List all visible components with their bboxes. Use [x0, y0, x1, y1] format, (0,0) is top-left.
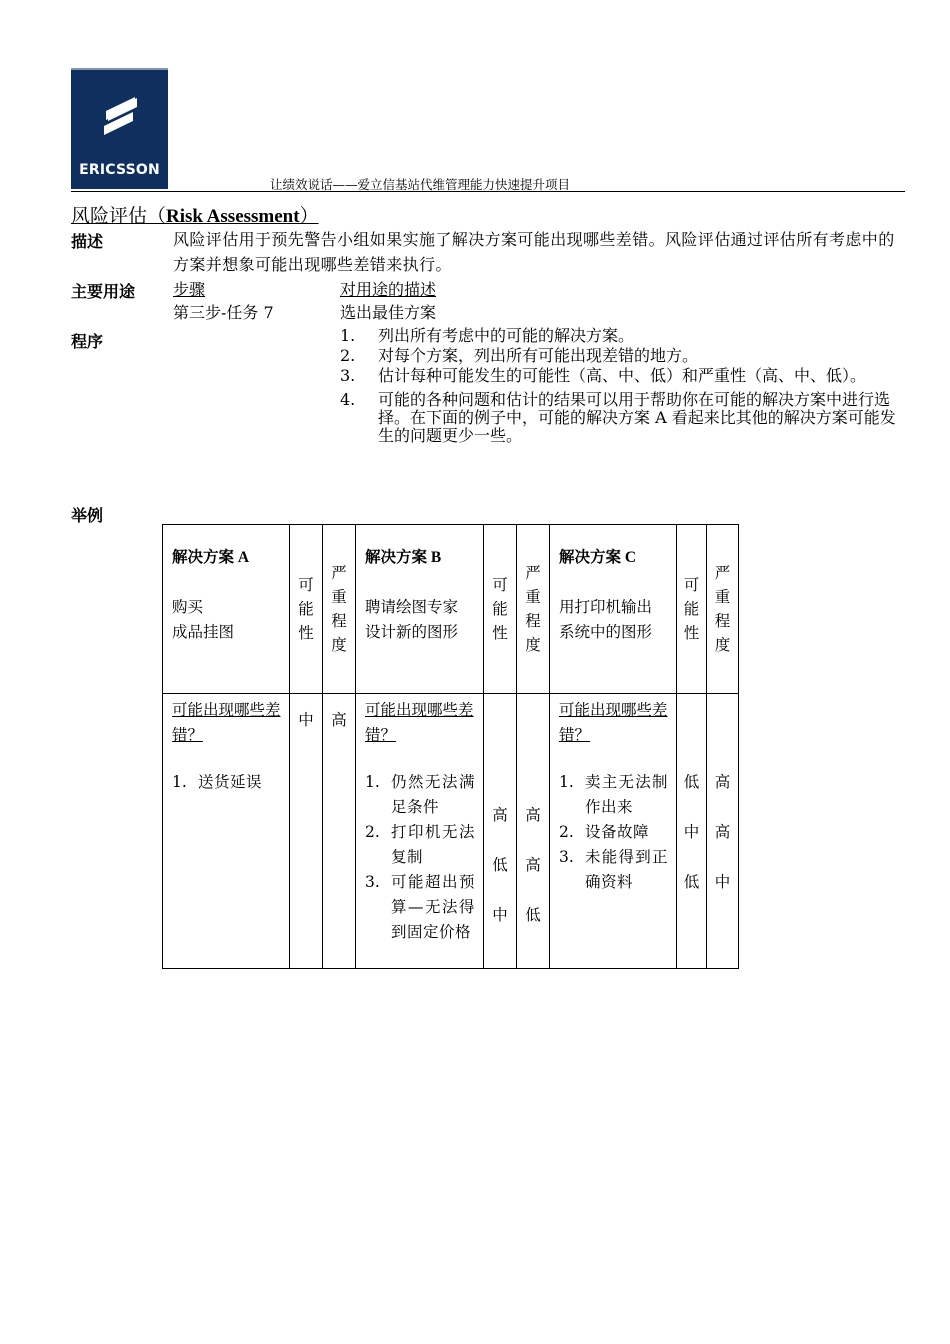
- procedure-item: [340, 391, 905, 445]
- table-body-row: [163, 694, 739, 969]
- error-list: [365, 770, 475, 945]
- logo-wordmark: ERICSSON: [79, 162, 160, 178]
- possibility-value: 中: [298, 711, 314, 729]
- solution-b-errors: [356, 694, 484, 969]
- error-item: 1. 仍然无法满足条件: [365, 773, 475, 816]
- error-list: [172, 770, 281, 795]
- possibility-value: 低: [683, 873, 700, 891]
- error-item: 1. 送货延误: [172, 773, 263, 791]
- possibility-value: 低: [683, 773, 700, 791]
- procedure-label: 程序: [71, 332, 104, 351]
- severity-header: 严重程度: [323, 525, 356, 694]
- procedure-item-text: 可能的各种问题和估计的结果可以用于帮助你在可能的解决方案中进行选择。在下面的例子中，可能的解决方案 A 看起来比其他的解决方案可能发生的问题更少一些。: [378, 390, 896, 445]
- risk-assessment-table: [162, 524, 739, 969]
- possibility-header: 可能性: [484, 525, 517, 694]
- procedure-item-number: 4.: [340, 390, 356, 409]
- procedure-item-text: 对每个方案，列出所有可能出现差错的地方。: [378, 346, 699, 365]
- procedure-item-number: 2.: [340, 346, 356, 365]
- severity-value: 中: [714, 873, 731, 891]
- severity-header: 严重程度: [517, 525, 550, 694]
- possibility-value: 低: [492, 856, 508, 874]
- procedure-item-number: 3.: [340, 366, 356, 385]
- solution-c-errors: [550, 694, 677, 969]
- solution-desc-line: 设计新的图形: [365, 623, 459, 641]
- page-title: [71, 201, 319, 228]
- procedure-list: [340, 327, 905, 447]
- solution-name: 解决方案 C: [559, 549, 637, 566]
- possibility-header: 可能性: [290, 525, 323, 694]
- possibility-value: 中: [492, 906, 508, 924]
- description-text: 风险评估用于预先警告小组如果实施了解决方案可能出现哪些差错。风险评估通过评估所有考虑中的方案并想象可能出现哪些差错来执行。: [173, 230, 895, 274]
- solution-name: 解决方案 A: [172, 549, 250, 566]
- severity-value: 高: [331, 711, 347, 729]
- procedure-item: [340, 327, 905, 345]
- severity-header: 严重程度: [707, 525, 739, 694]
- solution-b-severity: [517, 694, 550, 969]
- solution-name: 解决方案 B: [365, 549, 442, 566]
- error-item: 3. 可能超出预算—无法得到固定价格: [365, 873, 475, 941]
- table-header-row: [163, 525, 739, 694]
- severity-value: 高: [525, 806, 541, 824]
- error-item: 2. 设备故障: [559, 823, 650, 841]
- ericsson-bars-icon: [71, 70, 168, 160]
- title-en: Risk Assessment: [166, 206, 300, 227]
- solution-c-severity: [707, 694, 739, 969]
- procedure-item-number: 1.: [340, 326, 356, 345]
- description-label: 描述: [71, 232, 104, 251]
- procedure-item: [340, 347, 905, 365]
- error-item: 3. 未能得到正确资料: [559, 848, 668, 891]
- possibility-value: 高: [492, 806, 508, 824]
- solution-desc-line: 成品挂图: [172, 623, 235, 641]
- possibility-header: 可能性: [677, 525, 707, 694]
- procedure-item: [340, 367, 905, 385]
- solution-desc-line: 购买: [172, 598, 204, 616]
- solution-c-header: [550, 525, 677, 694]
- usage-desc-value: 选出最佳方案: [340, 303, 437, 322]
- ericsson-logo: [71, 68, 168, 189]
- usage-step-header: 步骤: [173, 280, 206, 299]
- solution-b-possibility: [484, 694, 517, 969]
- usage-label: 主要用途: [71, 282, 136, 301]
- header-divider: [71, 191, 905, 192]
- solution-desc-line: 系统中的图形: [559, 623, 653, 641]
- solution-a-possibility: [290, 694, 323, 969]
- usage-step-value: 第三步-任务 7: [173, 303, 274, 322]
- solution-a-severity: [323, 694, 356, 969]
- procedure-item-text: 估计每种可能发生的可能性（高、中、低）和严重性（高、中、低）。: [378, 366, 867, 385]
- solution-a-header: [163, 525, 290, 694]
- errors-question: 可能出现哪些差错？: [172, 701, 281, 744]
- solution-b-header: [356, 525, 484, 694]
- error-item: 2. 打印机无法复制: [365, 823, 475, 866]
- solution-desc-line: 用打印机输出: [559, 598, 653, 616]
- error-item: 1. 卖主无法制作出来: [559, 773, 668, 816]
- solution-desc-line: 聘请绘图专家: [365, 598, 459, 616]
- severity-value: 低: [525, 906, 541, 924]
- title-cn: 风险评估（: [71, 205, 167, 227]
- solution-c-possibility: [677, 694, 707, 969]
- severity-value: 高: [714, 823, 731, 841]
- example-label: 举例: [71, 506, 104, 525]
- solution-a-errors: [163, 694, 290, 969]
- errors-question: 可能出现哪些差错？: [559, 701, 668, 744]
- severity-value: 高: [714, 773, 731, 791]
- errors-question: 可能出现哪些差错？: [365, 701, 474, 744]
- severity-value: 高: [525, 856, 541, 874]
- title-end: ）: [299, 205, 319, 227]
- usage-desc-header: 对用途的描述: [340, 280, 437, 299]
- error-list: [559, 770, 668, 895]
- possibility-value: 中: [683, 823, 700, 841]
- header-subtitle: 让绩效说话——爱立信基站代维管理能力快速提升项目: [270, 177, 571, 192]
- procedure-item-text: 列出所有考虑中的可能的解决方案。: [378, 326, 635, 345]
